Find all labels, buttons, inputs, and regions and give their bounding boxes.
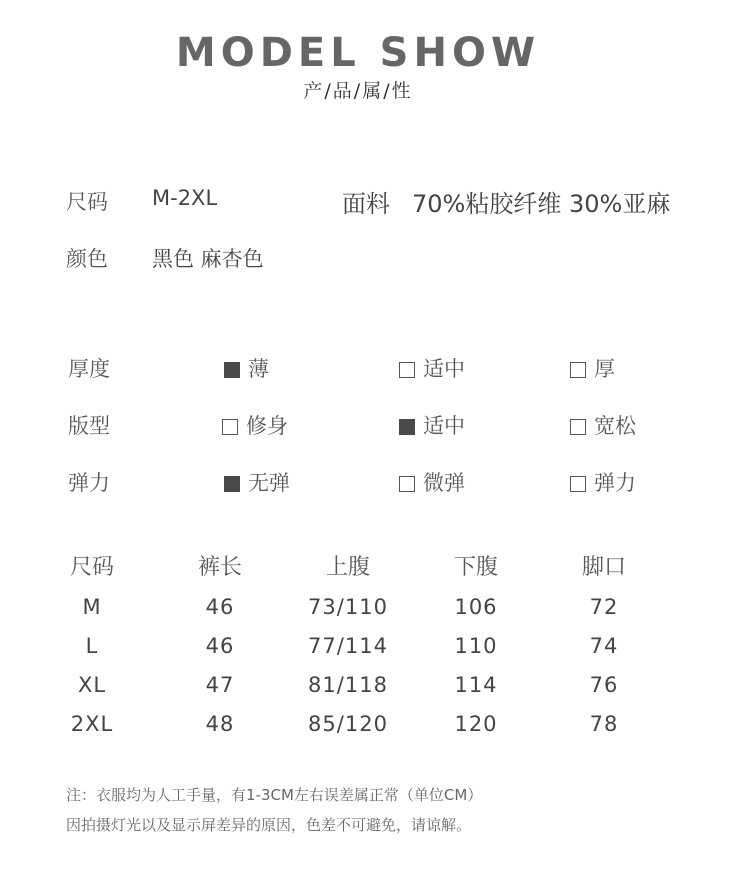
table-cell: 85/120	[308, 712, 388, 736]
table-cell: 77/114	[308, 634, 388, 658]
table-cell: M	[82, 595, 102, 619]
color-label: 颜色	[66, 247, 108, 271]
thickness-option-medium: 适中	[399, 353, 465, 383]
color-value: 黑色 麻杏色	[152, 247, 264, 271]
table-header: 尺码	[69, 555, 114, 580]
table-cell: 106	[454, 595, 498, 619]
table-cell: 46	[205, 595, 235, 619]
checkbox-icon	[222, 419, 238, 435]
checkbox-icon	[224, 476, 240, 492]
table-header: 上腹	[325, 555, 370, 580]
elasticity-option-slight: 微弹	[399, 467, 465, 497]
elasticity-option-none: 无弹	[224, 467, 290, 497]
table-cell: 76	[589, 673, 619, 697]
fit-option-loose: 宽松	[570, 410, 636, 440]
size-label: 尺码	[66, 190, 108, 214]
checkbox-icon	[399, 362, 415, 378]
table-cell: 81/118	[308, 673, 388, 697]
table-cell: 78	[589, 712, 619, 736]
elasticity-label: 弹力	[68, 471, 110, 495]
table-cell: XL	[77, 673, 107, 697]
checkbox-icon	[570, 419, 586, 435]
fabric-value: 70%粘胶纤维 30%亚麻	[412, 190, 671, 218]
checkbox-icon	[570, 362, 586, 378]
checkbox-icon	[399, 419, 415, 435]
table-cell: 120	[454, 712, 498, 736]
table-cell: 73/110	[308, 595, 388, 619]
page-subtitle: 产/品/属/性	[303, 80, 413, 102]
checkbox-icon	[399, 476, 415, 492]
table-cell: 2XL	[70, 712, 114, 736]
table-cell: L	[85, 634, 99, 658]
table-cell: 48	[205, 712, 235, 736]
table-cell: 72	[589, 595, 619, 619]
checkbox-icon	[224, 362, 240, 378]
table-cell: 110	[454, 634, 498, 658]
table-cell: 114	[454, 673, 498, 697]
thickness-option-thin: 薄	[224, 353, 269, 383]
measurement-note: 注：衣服均为人工手量，有1-3CM左右误差属正常（单位CM）	[66, 786, 483, 804]
fit-label: 版型	[68, 414, 110, 438]
table-cell: 74	[589, 634, 619, 658]
table-cell: 46	[205, 634, 235, 658]
elasticity-option-stretch: 弹力	[570, 467, 636, 497]
table-cell: 47	[205, 673, 235, 697]
fit-option-slim: 修身	[222, 410, 288, 440]
page-title: MODEL SHOW	[175, 30, 541, 76]
color-difference-note: 因拍摄灯光以及显示屏差异的原因，色差不可避免，请谅解。	[66, 816, 472, 834]
thickness-label: 厚度	[68, 357, 110, 381]
fit-option-regular: 适中	[399, 410, 465, 440]
table-header: 脚口	[581, 555, 626, 580]
thickness-option-thick: 厚	[570, 353, 615, 383]
table-header: 裤长	[197, 555, 242, 580]
size-value: M-2XL	[152, 186, 218, 210]
checkbox-icon	[570, 476, 586, 492]
fabric-label: 面料	[342, 190, 390, 218]
table-header: 下腹	[453, 555, 498, 580]
